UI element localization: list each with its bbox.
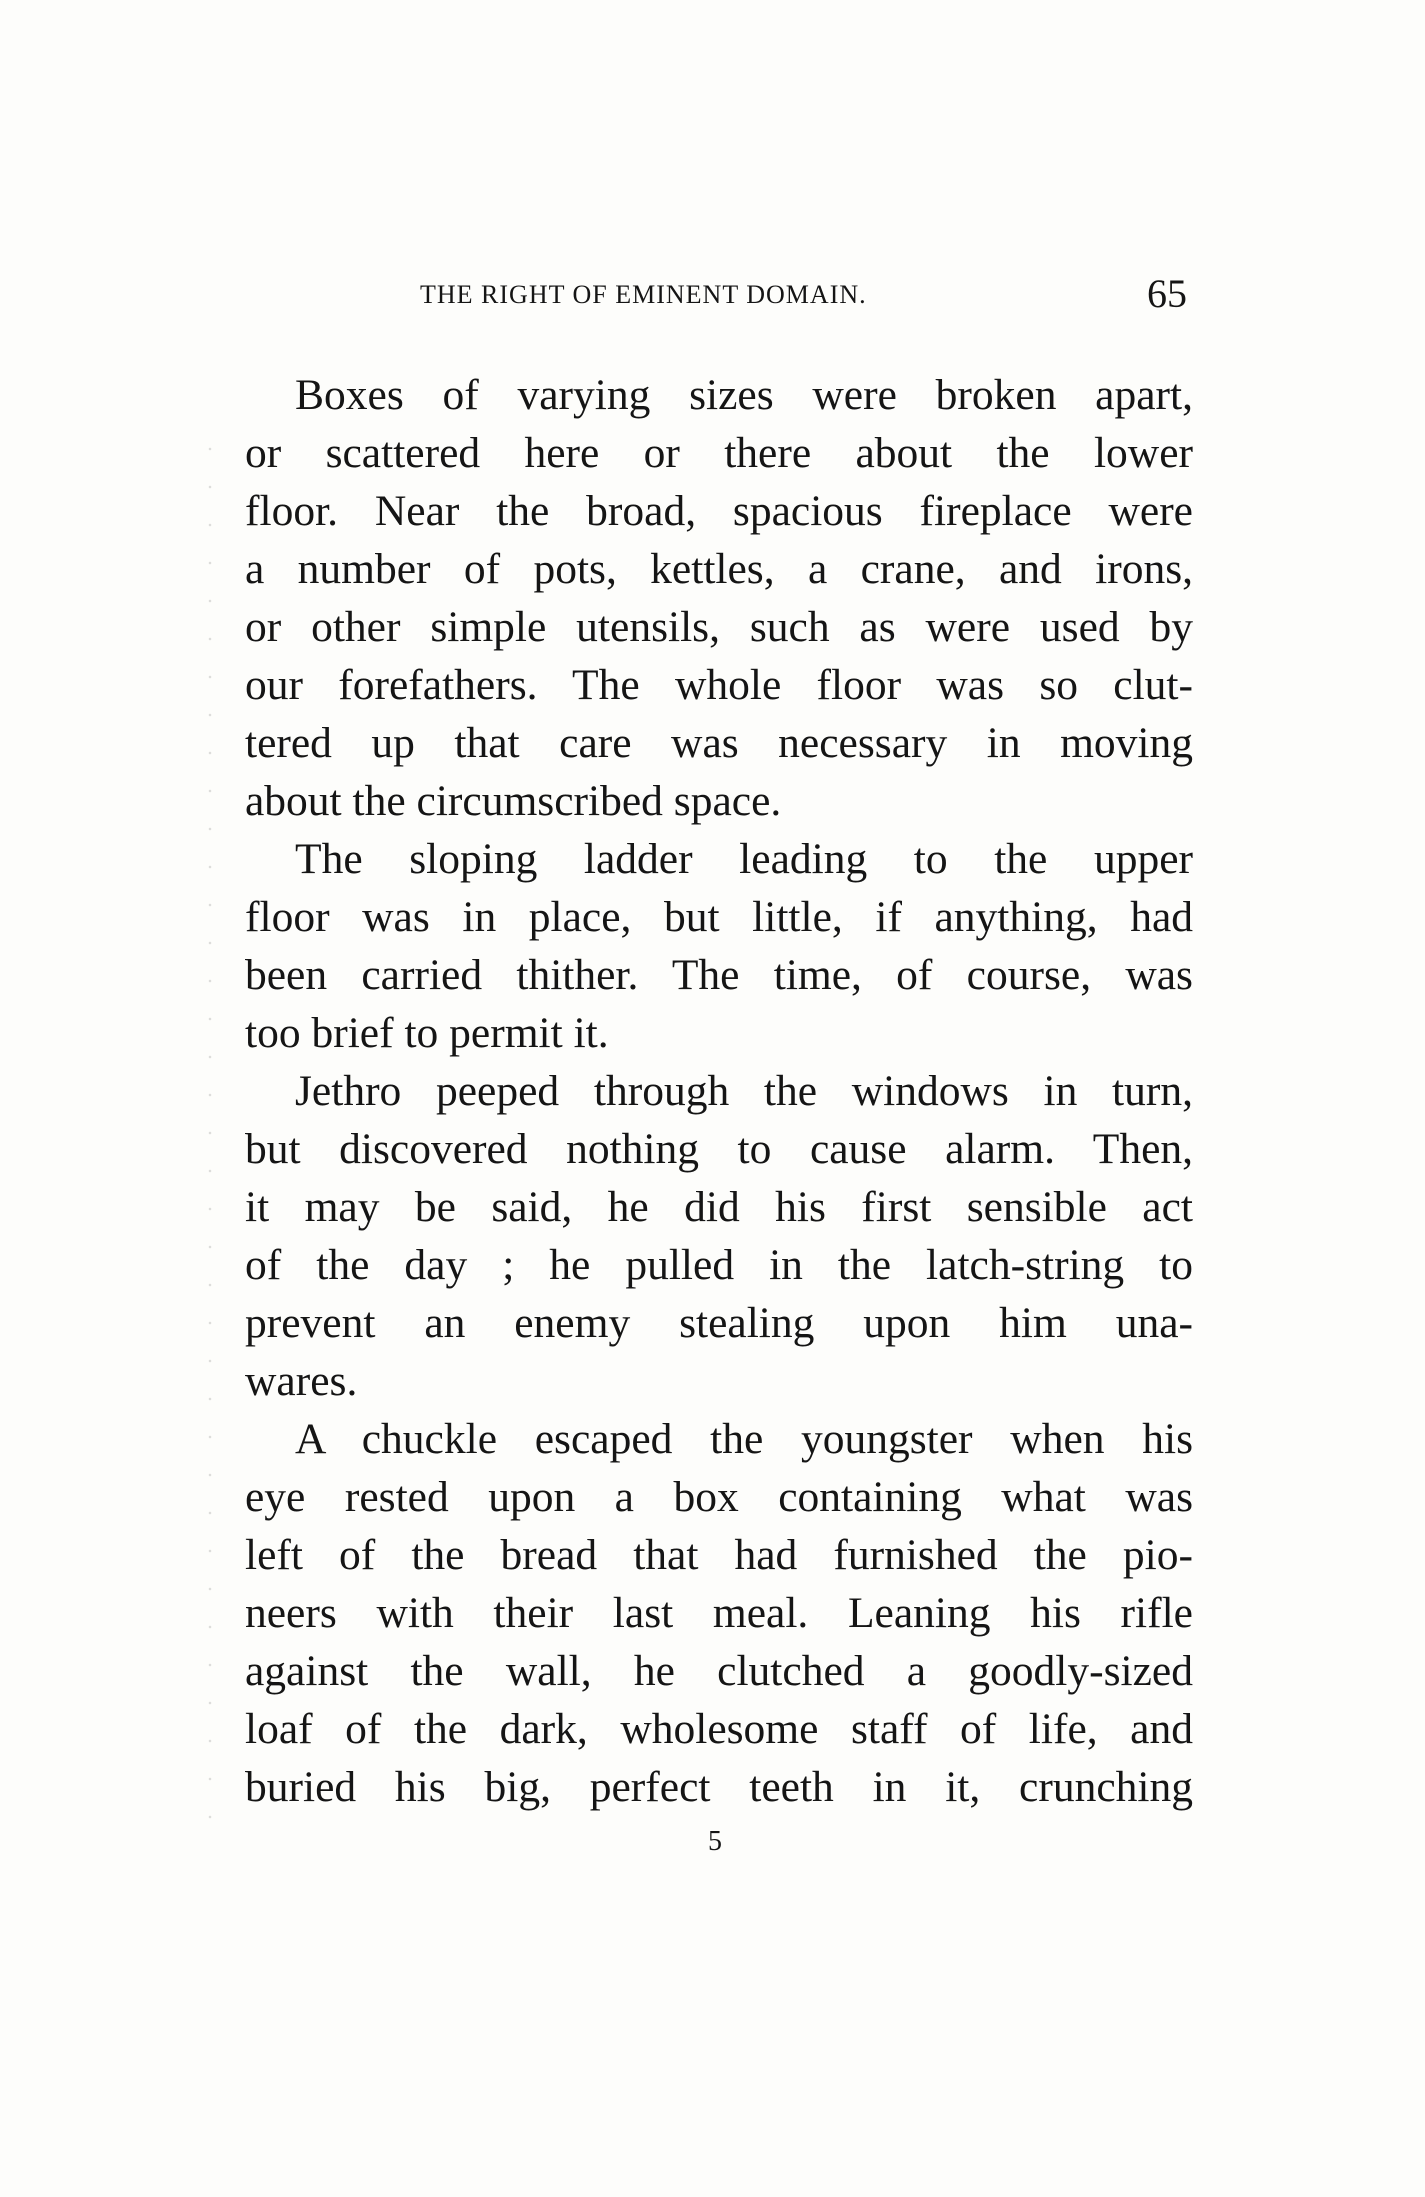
text-line: floor was in place, but little, if anything, had — [245, 893, 1193, 941]
text-line: been carried thither. The time, of course, was — [245, 951, 1193, 999]
text-line: of the day ; he pulled in the latch-string to — [245, 1241, 1193, 1289]
text-line: buried his big, perfect teeth in it, crunching — [245, 1763, 1193, 1811]
text-line: loaf of the dark, wholesome staff of life, and — [245, 1705, 1193, 1753]
signature-mark: 5 — [708, 1826, 722, 1857]
text-line: Jethro peeped through the windows in turn, — [295, 1067, 1193, 1115]
text-line: it may be said, he did his first sensible act — [245, 1183, 1193, 1231]
text-line: tered up that care was necessary in moving — [245, 719, 1193, 767]
running-title: THE RIGHT OF EMINENT DOMAIN. — [420, 280, 867, 309]
text-line: but discovered nothing to cause alarm. Then, — [245, 1125, 1193, 1173]
text-line: against the wall, he clutched a goodly-sized — [245, 1647, 1193, 1695]
text-line: or other simple utensils, such as were used by — [245, 603, 1193, 651]
text-line: A chuckle escaped the youngster when his — [295, 1415, 1193, 1463]
text-line: The sloping ladder leading to the upper — [295, 835, 1193, 883]
text-line: neers with their last meal. Leaning his rifle — [245, 1589, 1193, 1637]
text-line: or scattered here or there about the lower — [245, 429, 1193, 477]
margin-specks — [200, 430, 220, 1830]
text-line: Boxes of varying sizes were broken apart, — [295, 371, 1193, 419]
page-number: 65 — [1147, 271, 1187, 316]
text-line: prevent an enemy stealing upon him una- — [245, 1299, 1193, 1347]
text-line: a number of pots, kettles, a crane, and irons, — [245, 545, 1193, 593]
text-line: left of the bread that had furnished the pio- — [245, 1531, 1193, 1579]
text-line: wares. — [245, 1357, 358, 1405]
text-line: floor. Near the broad, spacious fireplace were — [245, 487, 1193, 535]
text-line: too brief to permit it. — [245, 1009, 609, 1057]
text-line: about the circumscribed space. — [245, 777, 782, 825]
text-line: our forefathers. The whole floor was so clut- — [245, 661, 1193, 709]
text-line: eye rested upon a box containing what was — [245, 1473, 1193, 1521]
